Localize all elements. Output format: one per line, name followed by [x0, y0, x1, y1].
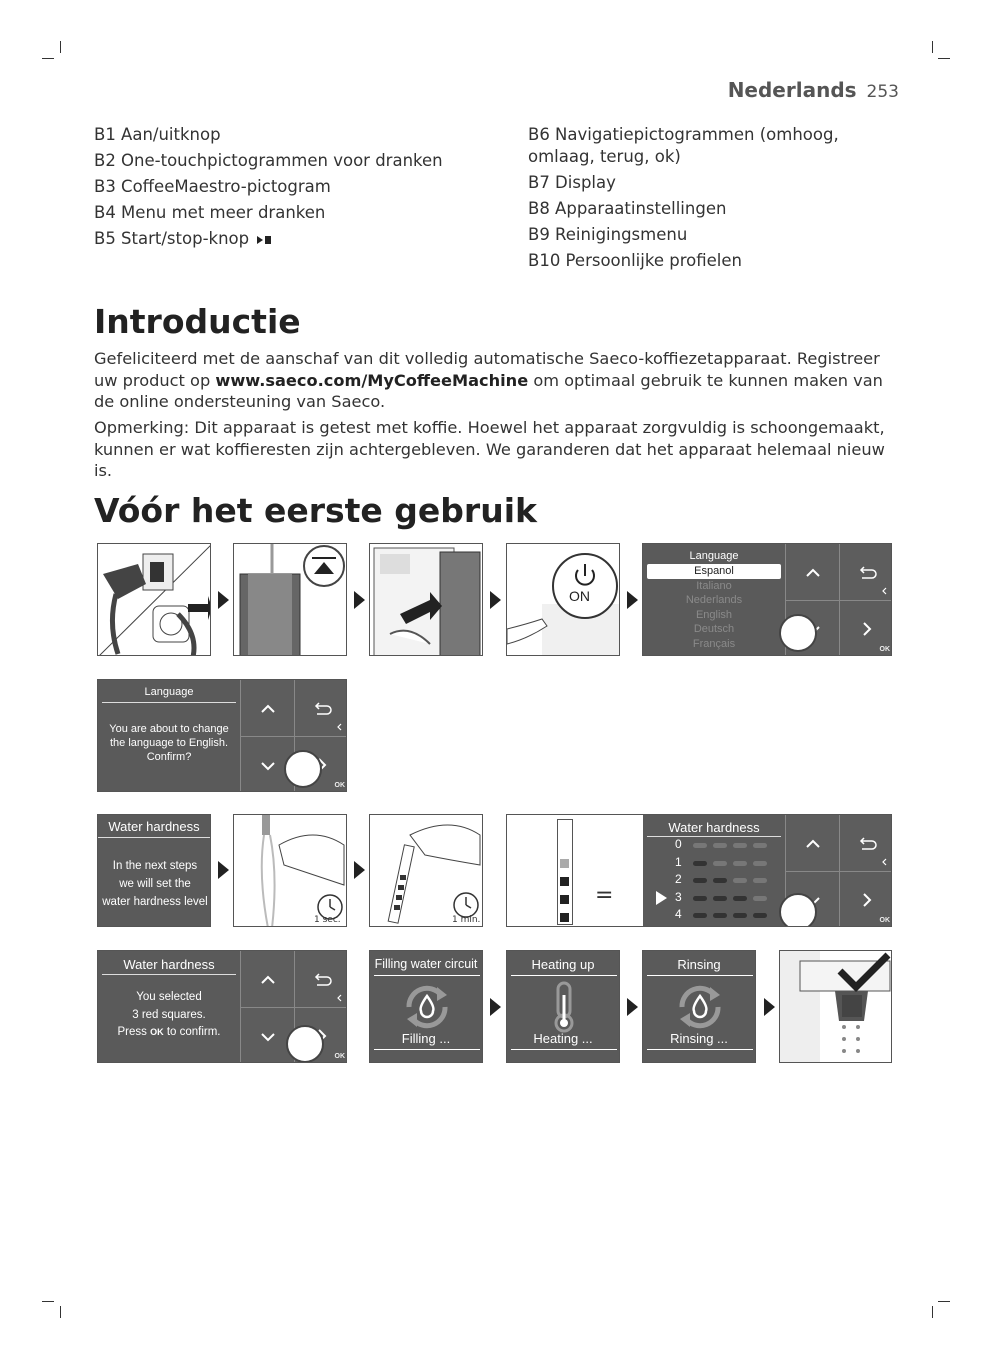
nav-back-button[interactable]: [839, 815, 892, 871]
finger-icon: [779, 893, 817, 927]
strip-square: [560, 913, 569, 922]
screen-title: Rinsing: [677, 957, 721, 972]
legend-item: B2 One-touchpictogrammen voor dranken: [94, 151, 443, 170]
nav-up-button[interactable]: [240, 680, 294, 736]
language-list: [647, 564, 781, 651]
ok-label: OK: [334, 782, 345, 789]
message-line: 3 red squares.: [132, 1008, 206, 1021]
language-option[interactable]: Deutsch: [693, 623, 735, 635]
illustration-strip-wait: [369, 814, 483, 927]
message-line: we will set the: [119, 878, 191, 890]
step-arrow: [490, 998, 501, 1016]
rinse-icon: [674, 981, 726, 1033]
level-number: 4: [675, 907, 682, 921]
level-list: [643, 837, 785, 925]
water-hardness-intro-screen: [97, 814, 211, 927]
step-arrow: [764, 998, 775, 1016]
chevron-up-icon: [241, 951, 295, 1007]
nav-back-button[interactable]: [294, 680, 347, 736]
heating-status: Heating ...: [533, 1031, 593, 1046]
message-line: water hardness level: [102, 896, 208, 908]
screen-title: Language: [689, 550, 739, 562]
intro-text: Gefeliciteerd met de aanschaf van dit volledig automatische Saeco-koffiezetapparaat. Registreer uw product op: [94, 349, 880, 390]
water-hardness-compare: [506, 814, 892, 927]
level-number: 2: [675, 872, 682, 886]
equals-sign: =: [595, 883, 614, 908]
test-strip: [557, 819, 573, 925]
legend-item: B1 Aan/uitknop: [94, 125, 221, 144]
legend-item: B4 Menu met meer dranken: [94, 203, 326, 222]
legend-item: B6 Navigatiepictogrammen (omhoog, omlaag, terug, ok): [528, 125, 839, 166]
legend-item: B7 Display: [528, 173, 616, 192]
header-language: Nederlands: [727, 78, 857, 102]
crop-mark: [938, 58, 950, 59]
legend-item: B9 Reinigingsmenu: [528, 225, 688, 244]
back-icon: [295, 951, 347, 1007]
title-divider: [511, 975, 617, 976]
heating-screen: [506, 950, 620, 1063]
language-screen: [642, 543, 892, 656]
nav-up-button[interactable]: [785, 544, 839, 600]
nav-up-button[interactable]: [240, 951, 294, 1007]
water-hardness-selected-screen: [97, 950, 347, 1063]
filling-status: Filling ...: [401, 1031, 451, 1046]
legend-item: B10 Persoonlijke profielen: [528, 251, 742, 270]
selection-pointer-icon: [656, 891, 668, 905]
nav-up-button[interactable]: [785, 815, 839, 871]
message-line: Confirm?: [146, 751, 192, 763]
status-divider: [647, 1049, 753, 1050]
title-divider: [102, 702, 236, 703]
selected-message: [98, 989, 240, 1042]
level-number: 3: [675, 889, 682, 904]
filling-screen: [369, 950, 483, 1063]
nav-ok-button[interactable]: [839, 871, 892, 927]
crop-mark: [60, 1306, 61, 1318]
chevron-up-icon: [241, 680, 295, 736]
language-option[interactable]: Nederlands: [685, 594, 743, 606]
language-option[interactable]: Français: [692, 637, 736, 650]
title-divider: [647, 975, 753, 976]
first-use-heading: Vóór het eerste gebruik: [94, 491, 537, 530]
rinsing-screen: [642, 950, 756, 1063]
title-divider: [374, 975, 480, 976]
level-row[interactable]: [643, 837, 785, 855]
chevron-up-icon: [786, 815, 840, 871]
on-label: ON: [569, 588, 590, 604]
nav-down-button[interactable]: [240, 1007, 294, 1063]
legend-left: [94, 124, 514, 254]
screen-title: Water hardness: [108, 819, 200, 834]
screen-title: Filling water circuit: [374, 957, 478, 971]
rinsing-status: Rinsing ...: [670, 1031, 728, 1046]
back-icon: [840, 544, 892, 600]
legend-item: B3 CoffeeMaestro-pictogram: [94, 177, 331, 196]
intro-paragraph: [94, 348, 904, 413]
illustration-rinse-done: [779, 950, 892, 1063]
wh-intro-message: [98, 857, 211, 911]
crop-mark: [42, 1301, 54, 1302]
level-number: 0: [675, 837, 682, 851]
level-row[interactable]: [643, 872, 785, 890]
finger-icon: [779, 614, 817, 652]
illustration-tap-strip: [233, 814, 347, 927]
crop-mark: [932, 41, 933, 53]
level-row-selected[interactable]: [643, 890, 785, 908]
illustration-power-on: [506, 543, 620, 656]
status-divider: [374, 1049, 480, 1050]
nav-back-button[interactable]: [839, 544, 892, 600]
ok-inline-label: OK: [150, 1027, 164, 1037]
confirm-message: [98, 722, 240, 764]
ok-label: OK: [879, 917, 890, 924]
page-header: [728, 78, 899, 102]
legend-item-start-stop: [94, 228, 514, 250]
play-pause-icon: [257, 235, 273, 245]
water-hardness-level-screen: [643, 815, 892, 927]
step-arrow: [218, 591, 229, 609]
step-arrow: [627, 591, 638, 609]
message-line: You selected: [136, 991, 202, 1003]
crop-mark: [42, 58, 54, 59]
ok-label: OK: [879, 646, 890, 653]
legend-item: B5 Start/stop-knop: [94, 229, 250, 248]
crop-mark: [938, 1301, 950, 1302]
strip-square: [560, 859, 569, 868]
finger-icon: [284, 750, 322, 788]
message-text: Press: [117, 1026, 147, 1038]
back-icon: [295, 680, 347, 736]
illustration-water-tank: [233, 543, 347, 656]
message-line: You are about to change: [109, 723, 229, 735]
intro-heading: Introductie: [94, 302, 301, 341]
timer-label: 1 sec.: [314, 915, 341, 925]
message-line: the language to English.: [109, 737, 229, 749]
timer-label: 1 min.: [452, 915, 481, 925]
strip-square: [560, 895, 569, 904]
back-icon: [840, 815, 892, 871]
thermometer-icon: [549, 981, 579, 1033]
language-option[interactable]: Italiano: [696, 579, 732, 592]
step-arrow: [490, 591, 501, 609]
nav-back-button[interactable]: [294, 951, 347, 1007]
message-text: to confirm.: [166, 1026, 221, 1038]
screen-title: Heating up: [531, 957, 595, 972]
illustration-plug: [97, 543, 211, 656]
screen-title: Water hardness: [668, 820, 760, 835]
page-number: 253: [866, 82, 899, 102]
message-line: In the next steps: [112, 860, 198, 872]
finger-icon: [286, 1025, 324, 1063]
step-arrow: [218, 861, 229, 879]
register-link[interactable]: www.saeco.com/MyCoffeeMachine: [215, 370, 529, 390]
water-circuit-icon: [401, 981, 453, 1033]
title-divider: [102, 974, 236, 975]
level-row[interactable]: [643, 855, 785, 873]
level-row[interactable]: [643, 907, 785, 925]
language-option[interactable]: Espanol: [647, 564, 781, 579]
step-arrow: [354, 591, 365, 609]
illustration-insert-tank: [369, 543, 483, 656]
status-divider: [511, 1049, 617, 1050]
screen-title: Water hardness: [123, 957, 215, 972]
step-arrow: [354, 861, 365, 879]
level-number: 1: [675, 854, 682, 869]
legend-item: B8 Apparaatinstellingen: [528, 199, 727, 218]
strip-square: [560, 877, 569, 886]
intro-text: om optimaal gebruik te kunnen maken van de online ondersteuning van Saeco.: [94, 370, 883, 411]
nav-ok-button[interactable]: [839, 600, 892, 656]
ok-label: OK: [334, 1053, 345, 1060]
note-paragraph: Opmerking: Dit apparaat is getest met koffie. Hoewel het apparaat zorgvuldig is schoongemaakt, kunnen er wat koffieresten zijn achtergebleven. We garanderen dat het apparaat helemaal nieuw is.: [94, 418, 885, 480]
message-line: [98, 1024, 240, 1042]
legend-right: [528, 124, 898, 276]
step-arrow: [627, 998, 638, 1016]
crop-mark: [932, 1306, 933, 1318]
crop-mark: [60, 41, 61, 53]
language-confirm-screen: [97, 679, 347, 792]
title-divider: [98, 837, 211, 838]
screen-title: Language: [144, 686, 194, 698]
chevron-up-icon: [786, 544, 840, 600]
language-option[interactable]: English: [695, 608, 733, 621]
